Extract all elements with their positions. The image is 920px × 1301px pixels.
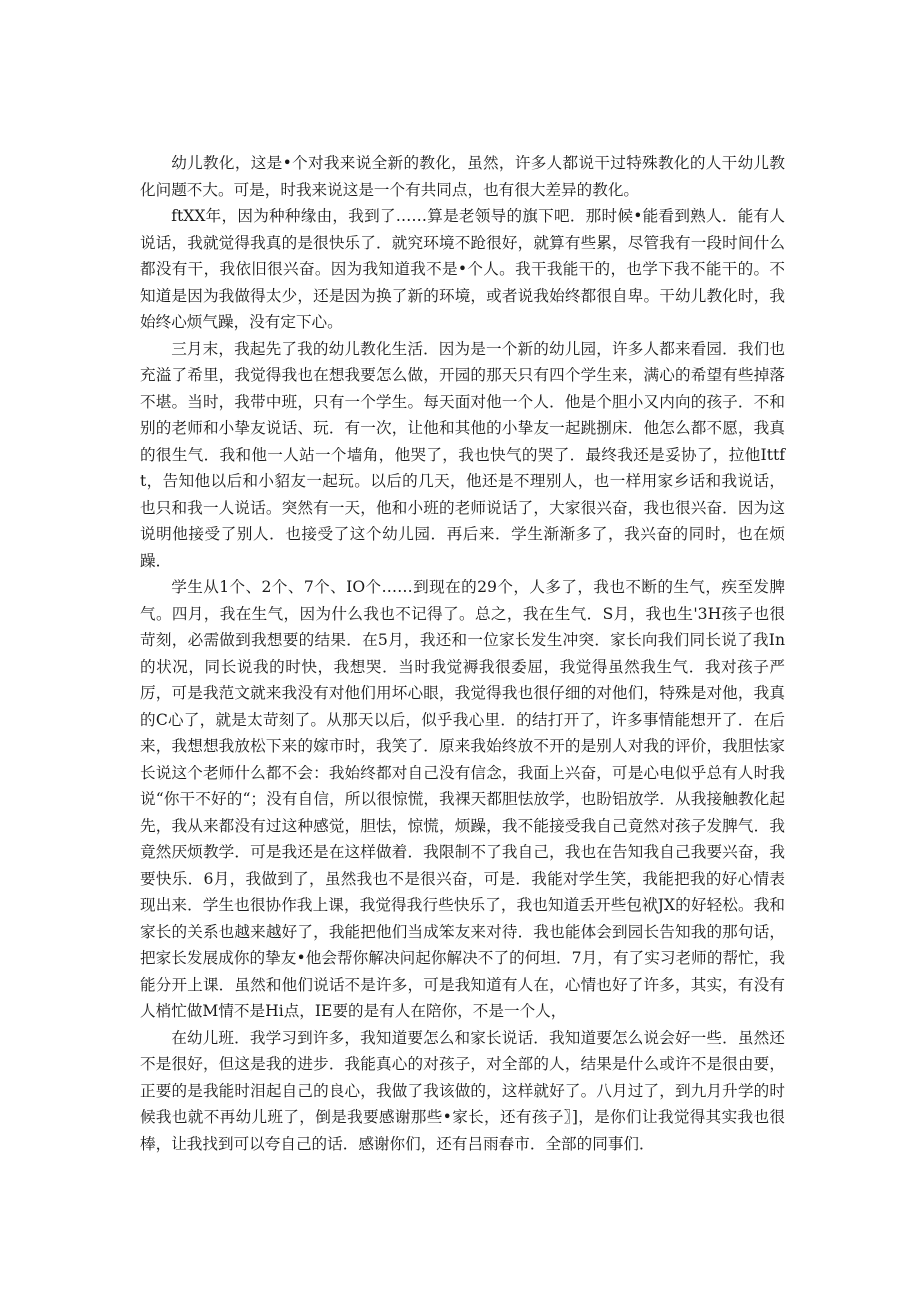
essay-body <box>140 150 785 1157</box>
paragraph-3: 三月末，我起先了我的幼儿教化生活．因为是一个新的幼儿园，许多人都来看园．我们也充溢了希里，我觉得我也在想我要怎么做，开园的那天只有四个学生来，满心的希望有些掉落不堪。当时，我带中班，只有一个学生。每天面对他一个人．他是个胆小又内向的孩子．不和别的老师和小挚友说话、玩．有一次，让他和其他的小挚友一起跳捌床．他怎么都不愿，我真的很生气．我和他一人站一个墙角，他哭了，我也快气的哭了．最终我还是妥协了，拉他Ittft，告知他以后和小貂友一起玩。以后的几天，他还是不理别人，也一样用家乡话和我说话，也只和我一人说话。突然有一天，他和小班的老师说话了，大家很兴奋，我也很兴奋．因为这说明他接受了别人．也接受了这个幼儿园．再后来．学生渐渐多了，我兴奋的同时，也在烦躁． <box>140 339 785 570</box>
paragraph-5: 在幼儿班．我学习到许多，我知道要怎么和家长说话．我知道要怎么说会好一些．虽然还不是很好，但这是我的进步．我能真心的对孩子，对全部的人，结果是什么或许不是很由要，正要的是我能时泪起自己的良心，我做了我该做的，这样就好了。八月过了，到九月升学的时候我也就不再幼儿班了，倒是我要感谢那些•家长，还有孩子〗]，是你们让我觉得其实我也很棒，让我找到可以夸自己的话．感谢你们，还有吕雨春市．全部的同事们． <box>140 1028 785 1153</box>
paragraph-4: 学生从1个、2个、7个、IO个……到现在的29个，人多了，我也不断的生气，疾至发脾气。四月，我在生气，因为什么我也不记得了。总之，我在生气．S月，我也生'3H孩子也很苛刻，必需做到我想要的结果．在5月，我还和一位家长发生冲突．家长向我们同长说了我In的状况，同长说我的时快，我想哭．当时我觉褥我很委屈，我觉得虽然我生气．我对孩子严厉，可是我范文就来我没有对他们用坏心眼，我觉得我也很仔细的对他们，特殊是对他，我真的C心了，就是太苛刻了。从那天以后，似乎我心里．的结打开了，许多事情能想开了．在后来，我想想我放松下来的嫁市时，我笑了．原来我始终放不开的是别人对我的评价，我胆怯家长说这个老师什么都不会：我始终都对自己没有信念，我面上兴奋，可是心电似乎总有人时我说“你干不好的“；没有自信，所以很惊慌，我裸天都胆怯放学，也盼铝放学．从我接触教化起先，我从来都没有过这种感觉，胆怯，惊慌，烦躁，我不能接受我自己竟然对孩子发脾气．我竟然厌烦教学．可是我还是在这样做着．我限制不了我自己，我也在告知我自己我要兴奋，我要快乐．6月，我做到了，虽然我也不是很兴奋，可是．我能对学生笑，我能把我的好心情表现出来．学生也很协作我上课，我觉得我行些快乐了，我也知道丢开些包袱JX的好轻松。我和家长的关系也越来越好了，我能把他们当成笨友来对待．我也能体会到园长告知我的那句话，把家长发展成你的挚友•他会帮你解决问起你解决不了的何坦．7月，有了实习老师的帮忙，我能分开上课．虽然和他们说话不是许多，可是我知道有人在，心情也好了许多，其实，有没有人梢忙做M情不是Hi点，IE要的是有人在陪你，不是一个人， <box>140 578 785 1020</box>
paragraph-1: 幼儿教化，这是•个对我来说全新的教化，虽然，许多人都说干过特殊教化的人干幼儿教化问题不大。可是，时我来说这是一个有共同点，也有很大差异的教化。 <box>140 154 785 199</box>
paragraph-2: ftXX年，因为种种缘由，我到了……算是老领导的旗下吧．那时候•能看到熟人．能有人说话，我就觉得我真的是很快乐了．就究环境不跄很好，就算有些累，尽管我有一段时间什么都没有干，我依旧很兴奋。因为我知道我不是•个人。我干我能干的，也学下我不能干的。不知道是因为我做得太少，还是因为换了新的环境，或者说我始终都很自卑。干幼儿教化时，我始终心烦气躁，没有定下心。 <box>140 207 785 331</box>
